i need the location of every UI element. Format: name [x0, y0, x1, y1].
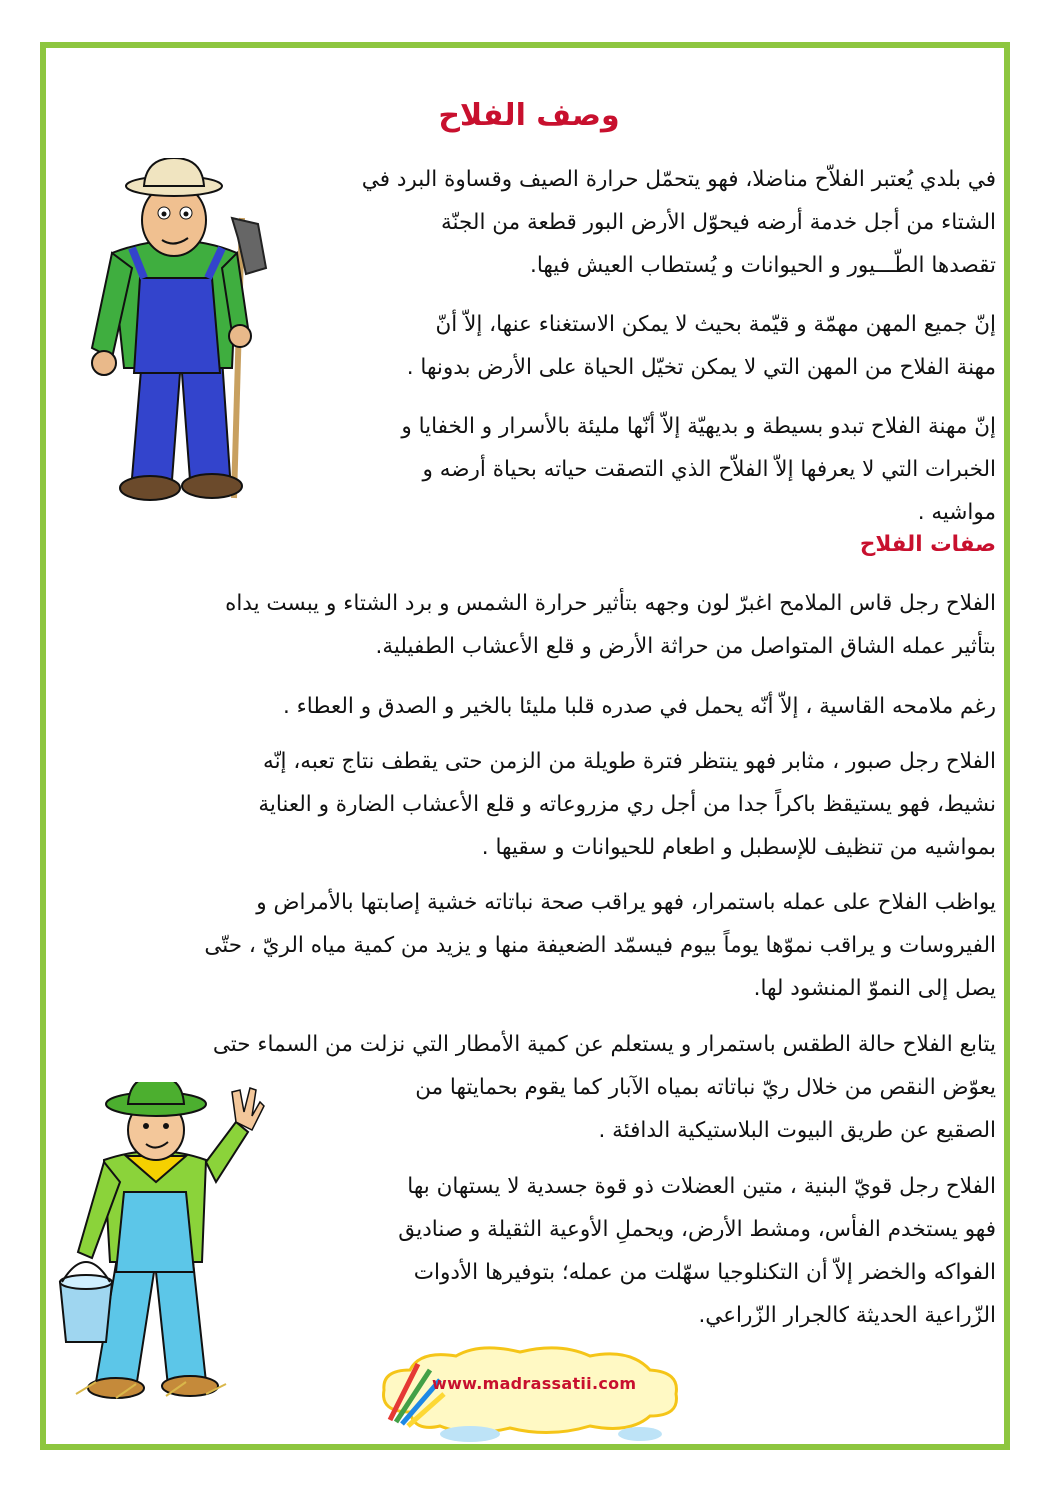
trait-paragraph — [66, 685, 996, 728]
paragraph-professions — [256, 303, 996, 389]
text-line: الفلاح رجل قويّ البنية ، متين العضلات ذو قوة جسدية لا يستهان بها — [407, 1174, 996, 1199]
text-line: مواشيه . — [917, 500, 996, 525]
text-line: يصل إلى النموّ المنشود لها. — [753, 976, 996, 1001]
trait-paragraph — [66, 582, 996, 668]
trait-paragraph — [266, 1165, 996, 1337]
text-line: الخبرات التي لا يعرفها إلاّ الفلاّح الذي التصقت حياته بحياة أرضه و — [422, 457, 996, 482]
text-line: فهو يستخدم الفأس، ومشط الأرض، ويحملِ الأوعية الثقيلة و صناديق — [398, 1217, 996, 1242]
website-link[interactable]: www.madrassatii.com — [432, 1374, 637, 1393]
text-line: الفلاح رجل صبور ، مثابر فهو ينتظر فترة طويلة من الزمن حتى يقطف نتاج تعبه، إنّه — [263, 749, 996, 774]
intro-paragraph — [256, 158, 996, 287]
text-line: رغم ملامحه القاسية ، إلاّ أنّه يحمل في صدره قلبا مليئا بالخير و الصدق و العطاء . — [283, 694, 996, 719]
text-line: إنّ جميع المهن مهمّة و قيّمة بحيث لا يمكن الاستغناء عنها، إلاّ أنّ — [435, 312, 996, 337]
text-line: الزّراعية الحديثة كالجرار الزّراعي. — [698, 1303, 996, 1328]
text-line: الفيروسات و يراقب نموّها يوماً بيوم فيسمّد الضعيفة منها و يزيد من كمية مياه الريّ ، حتّى — [204, 933, 996, 958]
text-line: يتابع الفلاح حالة الطقس باستمرار و يستعلم عن كمية الأمطار التي نزلت من السماء حتى — [212, 1032, 996, 1057]
text-line: الصقيع عن طريق البيوت البلاستيكية الدافئة . — [598, 1118, 996, 1143]
text-line: يواظب الفلاح على عمله باستمرار، فهو يراقب صحة نباتاته خشية إصابتها بالأمراض و — [256, 890, 996, 915]
text-line: إنّ مهنة الفلاح تبدو بسيطة و بديهيّة إلاّ أنّها مليئة بالأسرار و الخفايا و — [401, 414, 996, 439]
text-line: تقصدها الطّـــيور و الحيوانات و يُستطاب العيش فيها. — [530, 253, 996, 278]
page-title: وصف الفلاح — [438, 98, 620, 133]
farmer-with-bucket-illustration — [56, 1082, 266, 1402]
trait-paragraph — [66, 740, 996, 869]
text-line: يعوّض النقص من خلال ريّ نباتاته بمياه الآبار كما يقوم بحمايتها من — [415, 1075, 996, 1100]
paragraph-secrets — [256, 405, 996, 534]
section-subtitle: صفات الفلاح — [859, 532, 996, 557]
text-line: في بلدي يُعتبر الفلاّح مناضلا، فهو يتحمّل حرارة الصيف وقساوة البرد في — [361, 167, 996, 192]
text-line: نشيط، فهو يستيقظ باكراً جدا من أجل ري مزروعاته و قلع الأعشاب الضارة و العناية — [258, 792, 996, 817]
trait-paragraph — [66, 881, 996, 1010]
text-line: مهنة الفلاح من المهن التي لا يمكن تخيّل الحياة على الأرض بدونها . — [406, 355, 996, 380]
text-line: الشتاء من أجل خدمة أرضه فيحوّل الأرض البور قطعة من الجنّة — [441, 210, 996, 235]
text-line: بمواشيه من تنظيف للإسطبل و اطعام للحيوانات و سقيها . — [481, 835, 996, 860]
text-line: بتأثير عمله الشاق المتواصل من حراثة الأرض و قلع الأعشاب الطفيلية. — [375, 634, 996, 659]
text-line: الفواكه والخضر إلاّ أن التكنلوجيا سهّلت من عمله؛ بتوفيرها الأدوات — [413, 1260, 996, 1285]
text-line: الفلاح رجل قاس الملامح اغبرّ لون وجهه بتأثير حرارة الشمس و برد الشتاء و يبست يداه — [225, 591, 996, 616]
